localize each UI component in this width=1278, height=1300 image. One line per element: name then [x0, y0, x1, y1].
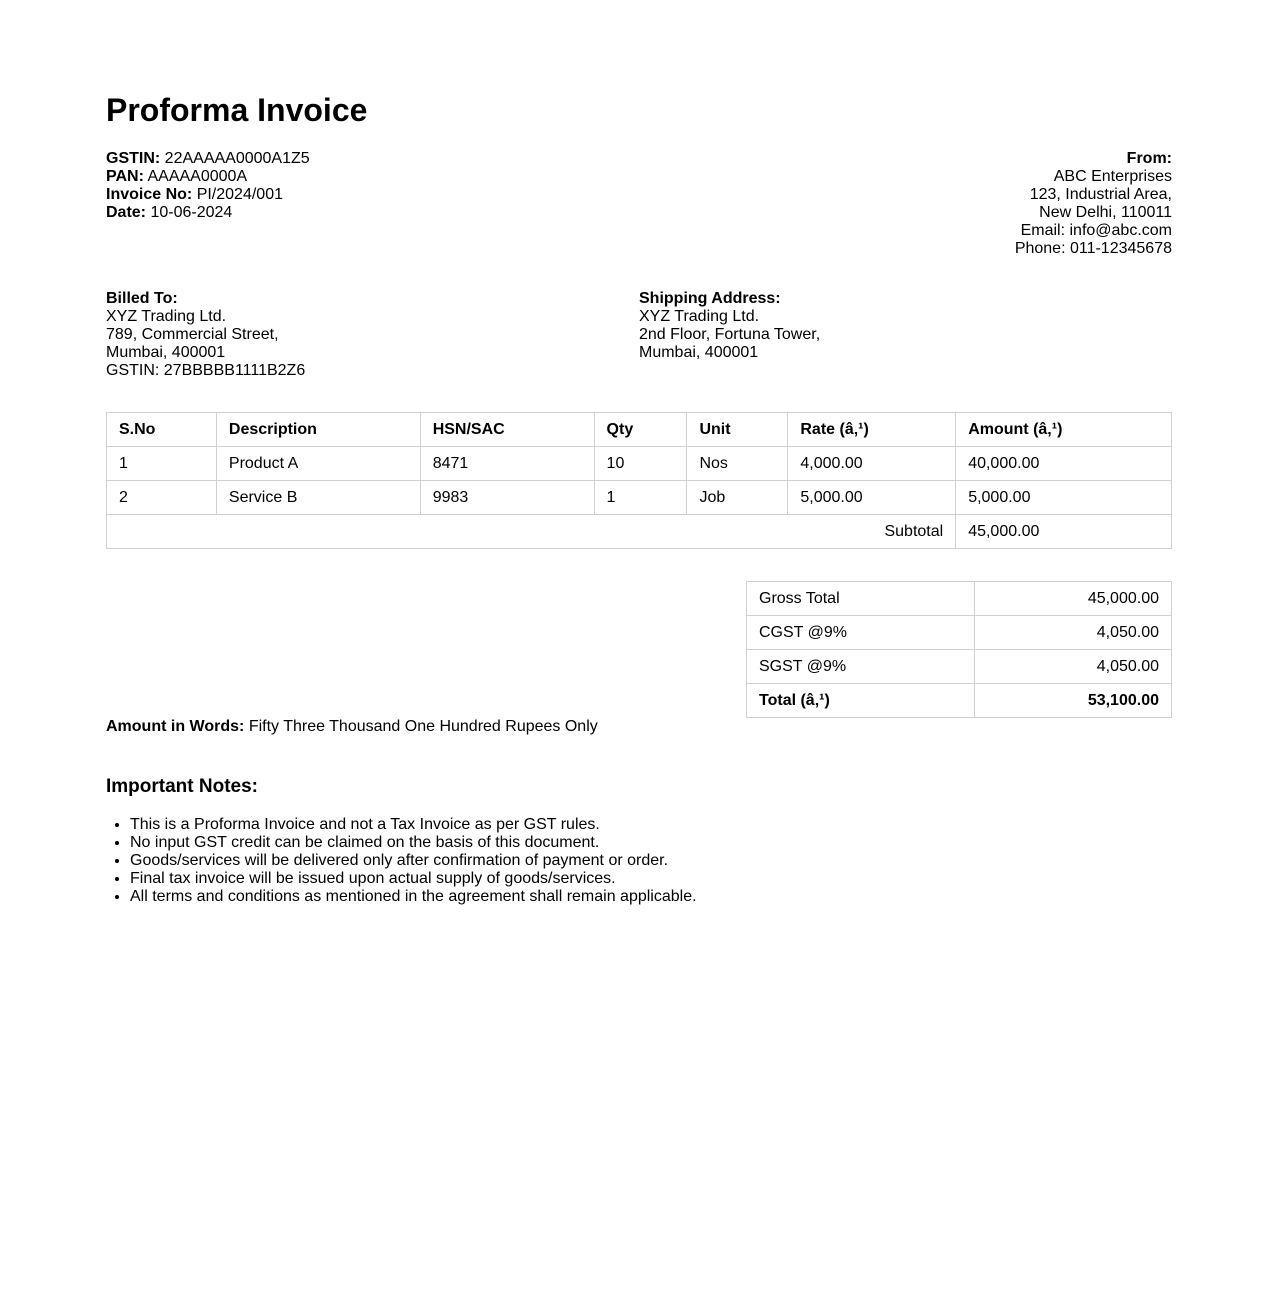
table-row — [107, 447, 1172, 481]
amount-words-value: Fifty Three Thousand One Hundred Rupees Only — [248, 718, 598, 735]
cell-unit: Nos — [687, 447, 788, 481]
items-table — [106, 412, 1172, 549]
cell-unit: Job — [687, 481, 788, 515]
totals-row — [747, 650, 1172, 684]
from-line: ABC Enterprises — [1053, 168, 1172, 185]
from-line: Email: info@abc.com — [1020, 222, 1172, 239]
list-item: • This is a Proforma Invoice and not a Tax Invoice as per GST rules. — [130, 816, 1172, 834]
billed-to-line: 789, Commercial Street, — [106, 326, 279, 343]
from-block — [1015, 150, 1172, 258]
list-item: • Goods/services will be delivered only after confirmation of payment or order. — [130, 852, 1172, 870]
from-line: 123, Industrial Area, — [1029, 186, 1172, 203]
sgst-value: 4,050.00 — [975, 650, 1172, 684]
page-title: Proforma Invoice — [106, 92, 368, 128]
cell-hsn: 8471 — [420, 447, 594, 481]
cgst-value: 4,050.00 — [975, 616, 1172, 650]
items-header-row — [107, 413, 1172, 447]
invoice-meta — [106, 150, 310, 258]
from-label — [1015, 150, 1172, 168]
cell-description: Product A — [216, 447, 420, 481]
grand-total-row — [747, 684, 1172, 718]
col-header-rate: Rate (â‚¹) — [788, 413, 956, 447]
invoice-header — [106, 150, 1172, 258]
list-item: • No input GST credit can be claimed on the basis of this document. — [130, 834, 1172, 852]
col-header-description: Description — [216, 413, 420, 447]
col-header-hsn: HSN/SAC — [420, 413, 594, 447]
gstin-label: GSTIN: — [106, 150, 161, 167]
cell-sno: 2 — [107, 481, 217, 515]
list-item: • Final tax invoice will be issued upon actual supply of goods/services. — [130, 870, 1172, 888]
totals-row — [747, 616, 1172, 650]
gross-total-label: Gross Total — [747, 582, 975, 616]
sgst-label: SGST @9% — [747, 650, 975, 684]
date-value: 10-06-2024 — [150, 204, 233, 221]
cell-sno: 1 — [107, 447, 217, 481]
shipping-line: Mumbai, 400001 — [639, 344, 759, 361]
shipping-line: XYZ Trading Ltd. — [639, 308, 760, 325]
cell-description: Service B — [216, 481, 420, 515]
billed-to-line: Mumbai, 400001 — [106, 344, 226, 361]
col-header-sno: S.No — [107, 413, 217, 447]
shipping-line: 2nd Floor, Fortuna Tower, — [639, 326, 821, 343]
gstin-value: 22AAAAA0000A1Z5 — [164, 150, 310, 167]
billed-to-label: Billed To: — [106, 290, 178, 307]
pan-label: PAN: — [106, 168, 144, 185]
col-header-amount: Amount (â‚¹) — [956, 413, 1172, 447]
date-label: Date: — [106, 204, 147, 221]
cell-amount: 5,000.00 — [956, 481, 1172, 515]
amount-words-label: Amount in Words: — [106, 718, 245, 735]
date-row — [106, 204, 310, 222]
invoice-page — [106, 0, 1172, 906]
cell-amount: 40,000.00 — [956, 447, 1172, 481]
table-row — [107, 481, 1172, 515]
pan-row — [106, 168, 310, 186]
cell-rate: 4,000.00 — [788, 447, 956, 481]
totals-table — [746, 581, 1172, 718]
pan-value: AAAAA0000A — [147, 168, 248, 185]
address-section — [106, 290, 1172, 380]
from-label-text: From: — [1126, 150, 1172, 167]
col-header-qty: Qty — [594, 413, 687, 447]
subtotal-row — [107, 515, 1172, 549]
billed-to-line: XYZ Trading Ltd. — [106, 308, 227, 325]
from-line: New Delhi, 110011 — [1039, 204, 1172, 221]
cell-qty: 10 — [594, 447, 687, 481]
notes-list — [106, 816, 1172, 906]
subtotal-label: Subtotal — [107, 515, 956, 549]
gstin-row — [106, 150, 310, 168]
cell-qty: 1 — [594, 481, 687, 515]
cell-hsn: 9983 — [420, 481, 594, 515]
amount-in-words — [106, 718, 1172, 736]
col-header-unit: Unit — [687, 413, 788, 447]
billed-to-block — [106, 290, 639, 380]
billed-to-line: GSTIN: 27BBBBB1111B2Z6 — [106, 362, 306, 379]
grand-total-value: 53,100.00 — [975, 684, 1172, 718]
gross-total-value: 45,000.00 — [975, 582, 1172, 616]
list-item: • All terms and conditions as mentioned in the agreement shall remain applicable. — [130, 888, 1172, 906]
invoice-no-value: PI/2024/001 — [196, 186, 283, 203]
notes-title: Important Notes: — [106, 776, 258, 797]
totals-row — [747, 582, 1172, 616]
shipping-label: Shipping Address: — [639, 290, 781, 307]
from-line: Phone: 011-12345678 — [1014, 240, 1172, 257]
invoice-no-row — [106, 186, 310, 204]
invoice-no-label: Invoice No: — [106, 186, 193, 203]
cell-rate: 5,000.00 — [788, 481, 956, 515]
shipping-block — [639, 290, 1172, 380]
grand-total-label: Total (â‚¹) — [747, 684, 975, 718]
cgst-label: CGST @9% — [747, 616, 975, 650]
subtotal-value: 45,000.00 — [956, 515, 1172, 549]
